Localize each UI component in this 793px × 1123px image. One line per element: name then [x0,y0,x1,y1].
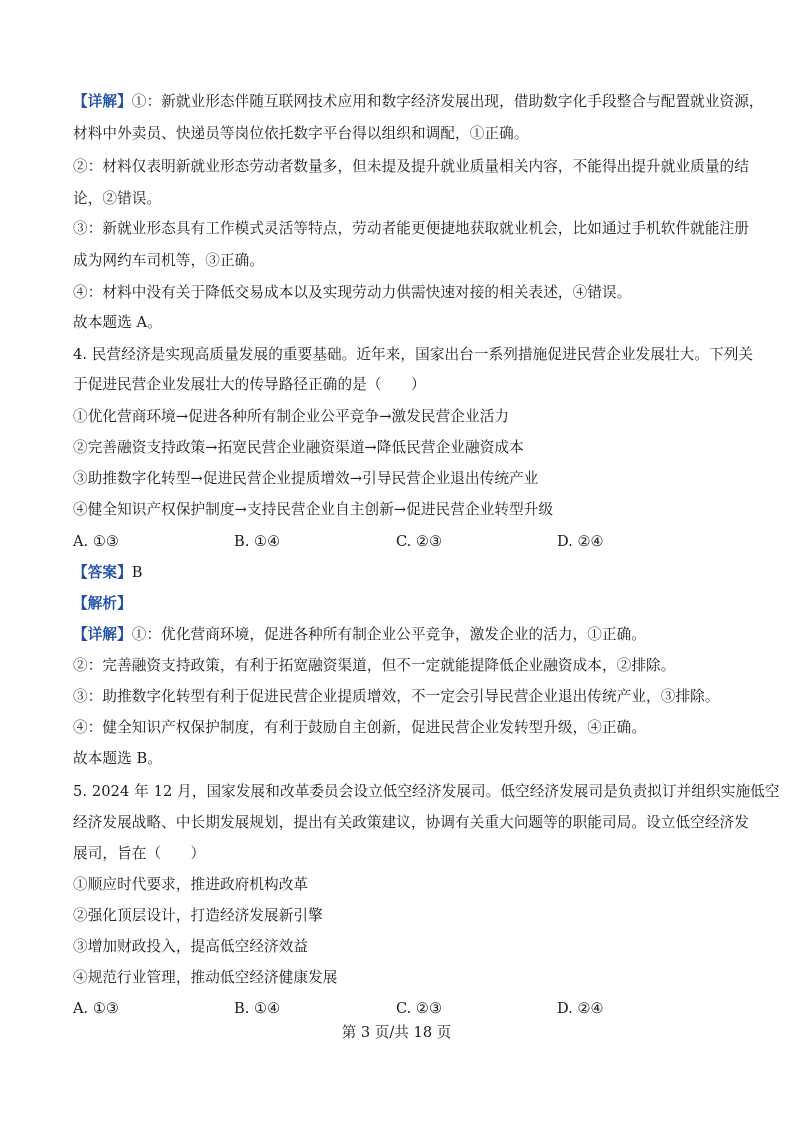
q4-option-b: B. ①④ [234,533,281,550]
q3-detail-line-5: ③：新就业形态具有工作模式灵活等特点，劳动者能更便捷地获取就业机会，比如通过手机软件就能注册 [73,220,749,237]
q4-analysis-heading [73,594,132,614]
analysis-tag: 【解析】 [73,595,132,612]
q4-detail-line-3: ③：助推数字化转型有利于促进民营企业提质增效，不一定会引导民营企业退出传统产业，③排除。 [73,688,720,705]
q5-item-4: ④规范行业管理，推动低空经济健康发展 [73,969,338,986]
q5-option-b: B. ①④ [234,1000,281,1017]
q4-detail-line-4: ④：健全知识产权保护制度，有利于鼓励自主创新，促进民营企业发转型升级，④正确。 [73,719,647,736]
q3-detail-line-4: 论，②错误。 [73,190,162,207]
q4-item-2: ②完善融资支持政策→拓宽民营企业融资渠道→降低民营企业融资成本 [73,439,524,456]
q4-answer [73,563,143,583]
q3-detail-line-2: 材料中外卖员、快递员等岗位依托数字平台得以组织和调配，①正确。 [73,125,529,142]
q4-detail-line-2: ②：完善融资支持政策，有利于拓宽融资渠道，但不一定就能提降低企业融资成本，②排除。 [73,657,676,674]
q5-stem-line-2: 经济发展战略、中长期发展规划，提出有关政策建议，协调有关重大问题等的职能司局。设立低空经济发 [73,814,749,831]
q3-conclusion: 故本题选 A。 [73,314,162,331]
q5-item-1: ①顺应时代要求，推进政府机构改革 [73,876,309,893]
q4-option-c: C. ②③ [396,533,443,550]
detail-tag: 【详解】 [73,626,132,643]
q4-detail-line-1: 【详解】①：优化营商环境，促进各种所有制企业公平竞争，激发企业的活力，①正确。 [73,626,647,643]
detail-tag: 【详解】 [73,93,132,110]
q5-option-d: D. ②④ [557,1000,604,1017]
q3-detail-line-6: 成为网约车司机等，③正确。 [73,252,265,269]
q4-conclusion: 故本题选 B。 [73,750,163,767]
q4-stem-line-2: 于促进民营企业发展壮大的传导路径正确的是（ ） [73,376,426,393]
page-footer: 第 3 页/共 18 页 [341,1024,452,1041]
q5-item-2: ②强化顶层设计，打造经济发展新引擎 [73,907,323,924]
q4-option-d: D. ②④ [557,533,604,550]
q5-stem-line-3: 展司，旨在（ ） [73,845,206,862]
q5-option-a: A. ①③ [73,1000,119,1017]
q5-item-3: ③增加财政投入，提高低空经济效益 [73,938,309,955]
q3-detail-line-7: ④：材料中没有关于降低交易成本以及实现劳动力供需快速对接的相关表述，④错误。 [73,284,632,301]
q3-detail-line-3: ②：材料仅表明新就业形态劳动者数量多，但未提及提升就业质量相关内容，不能得出提升就业质量的结 [73,158,749,175]
q5-option-c: C. ②③ [396,1000,443,1017]
q5-stem-line-1: 5. 2024 年 12 月，国家发展和改革委员会设立低空经济发展司。低空经济发展司是负责拟订并组织实施低空 [73,783,780,800]
q4-item-3: ③助推数字化转型→促进民营企业提质增效→引导民营企业退出传统产业 [73,470,539,487]
q4-option-a: A. ①③ [73,533,119,550]
answer-tag: 【答案】 [73,564,132,581]
q4-stem-line-1: 4. 民营经济是实现高质量发展的重要基础。近年来，国家出台一系列措施促进民营企业发展壮大。下列关 [73,346,754,363]
q4-item-1: ①优化营商环境→促进各种所有制企业公平竞争→激发民营企业活力 [73,408,510,425]
q4-item-4: ④健全知识产权保护制度→支持民营企业自主创新→促进民营企业转型升级 [73,501,554,518]
q3-detail-line-1: 【详解】①：新就业形态伴随互联网技术应用和数字经济发展出现，借助数字化手段整合与配置就业资源， [73,93,764,110]
answer-value: B [131,564,143,581]
